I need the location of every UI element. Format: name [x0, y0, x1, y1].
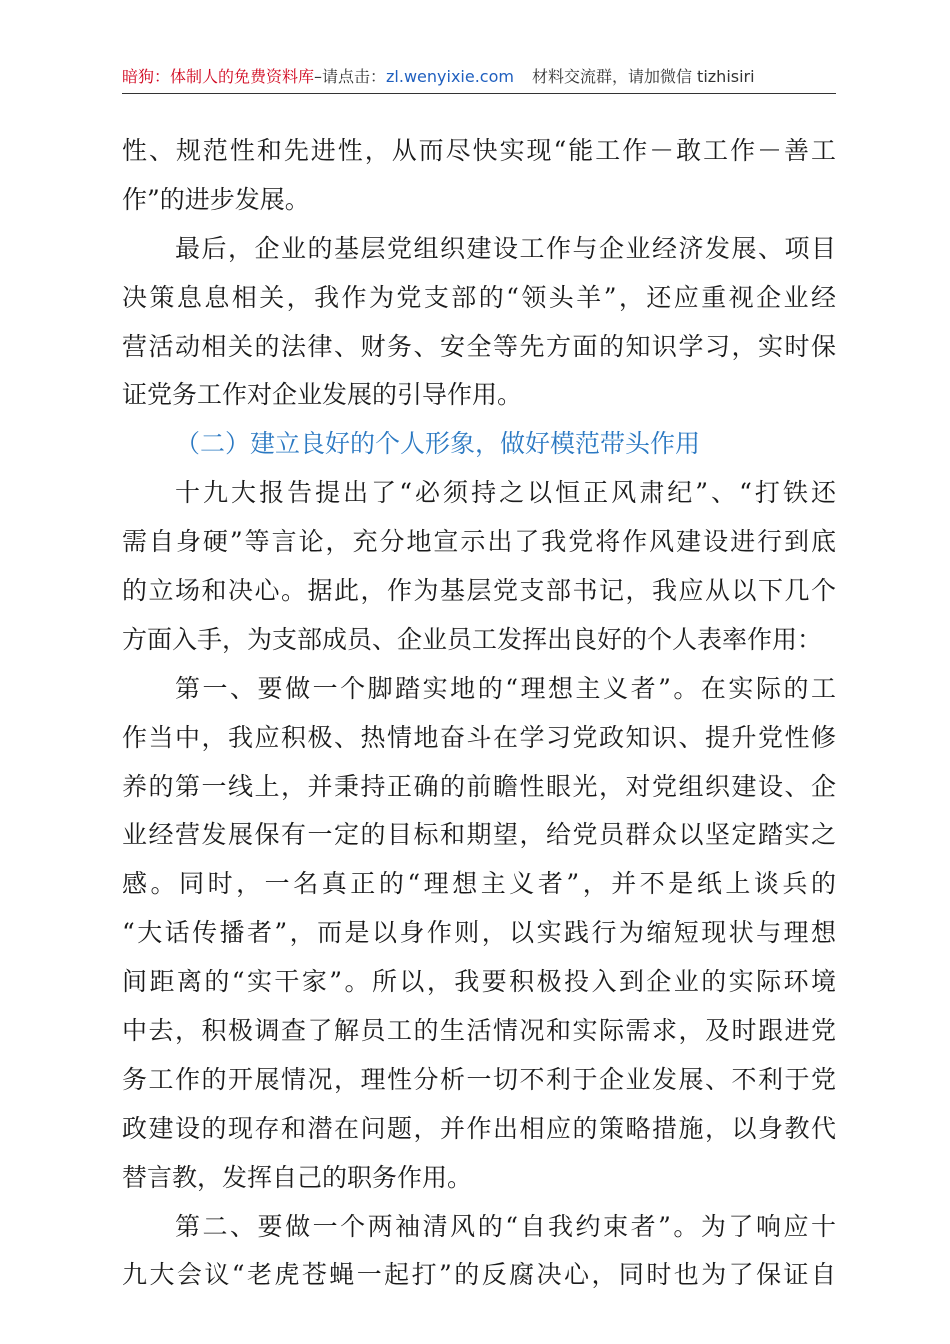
- text-line: 替言教，发挥自己的职务作用。: [122, 1162, 473, 1192]
- text-line: 中去，积极调查了解员工的生活情况和实际需求，及时跟进党: [122, 1016, 836, 1046]
- paragraph-start: 最后，企业的基层党组织建设工作与企业经济发展、项目: [175, 233, 836, 263]
- paragraph-start: 第一、要做一个脚踏实地的“理想主义者”。在实际的工: [175, 673, 836, 703]
- header-brand: 暗狗：体制人的免费资料库: [122, 67, 315, 86]
- text-line: 感。同时，一名真正的“理想主义者”，并不是纸上谈兵的: [122, 869, 836, 899]
- text-line: 作”的进步发展。: [122, 184, 310, 214]
- header-link[interactable]: zl.wenyixie.com: [386, 67, 514, 86]
- text-line: 的立场和决心。据此，作为基层党支部书记，我应从以下几个: [122, 576, 836, 606]
- text-line: 决策息息相关，我作为党支部的“领头羊”，还应重视企业经: [122, 282, 836, 312]
- text-line: 营活动相关的法律、财务、安全等先方面的知识学习，实时保: [122, 331, 836, 361]
- text-line: 证党务工作对企业发展的引导作用。: [122, 380, 523, 410]
- text-line: 性、规范性和先进性，从而尽快实现“能工作－敢工作－善工: [122, 136, 836, 165]
- section-heading: （二）建立良好的个人形象，做好模范带头作用: [175, 429, 701, 459]
- text-line: 九大会议“老虎苍蝇一起打”的反腐决心，同时也为了保证自: [122, 1260, 836, 1290]
- paragraph-start: 十九大报告提出了“必须持之以恒正风肃纪”、“打铁还: [175, 478, 836, 508]
- page-header: [122, 62, 836, 92]
- header-contact: 材料交流群，请加微信 tizhisiri: [531, 67, 755, 86]
- header-divider: [122, 93, 836, 94]
- text-line: “大话传播者”，而是以身作则，以实践行为缩短现状与理想: [122, 918, 836, 948]
- text-line: 养的第一线上，并秉持正确的前瞻性眼光，对党组织建设、企: [122, 771, 836, 801]
- text-line: 间距离的“实干家”。所以，我要积极投入到企业的实际环境: [122, 967, 836, 997]
- text-line: 政建设的现存和潜在问题，并作出相应的策略措施，以身教代: [122, 1113, 836, 1143]
- text-line: 务工作的开展情况，理性分析一切不利于企业发展、不利于党: [122, 1064, 836, 1094]
- text-line: 业经营发展保有一定的目标和期望，给党员群众以坚定踏实之: [122, 820, 836, 850]
- text-line: 需自身硬”等言论，充分地宣示出了我党将作风建设进行到底: [122, 527, 836, 557]
- text-line: 方面入手，为支部成员、企业员工发挥出良好的个人表率作用：: [122, 624, 823, 654]
- text-line: 作当中，我应积极、热情地奋斗在学习党政知识、提升党性修: [122, 722, 836, 752]
- document-body: [122, 127, 836, 1300]
- paragraph-start: 第二、要做一个两袖清风的“自我约束者”。为了响应十: [175, 1211, 836, 1241]
- header-prompt: –请点击：: [314, 67, 387, 86]
